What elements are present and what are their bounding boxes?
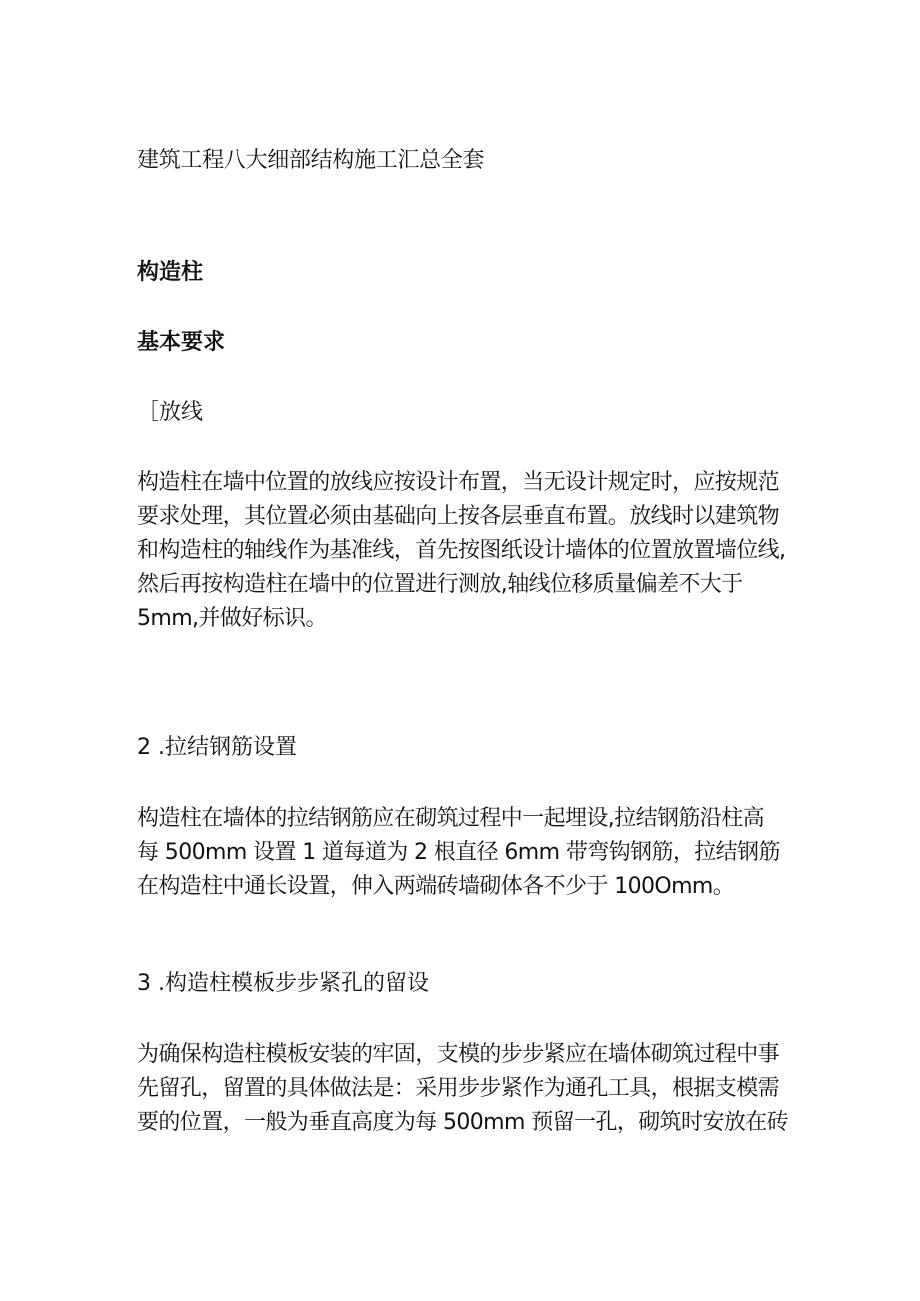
item-heading-rebar: 2 .拉结钢筋设置 bbox=[137, 735, 297, 760]
paragraph-line: 和构造柱的轴线作为基准线，首先按图纸设计墙体的位置放置墙位线, bbox=[137, 538, 786, 563]
paragraph-formwork bbox=[137, 1038, 787, 1140]
paragraph-line: 要的位置，一般为垂直高度为每 500mm 预留一孔，砌筑时安放在砖 bbox=[137, 1110, 789, 1135]
paragraph-line: 为确保构造柱模板安装的牢固，支模的步步紧应在墙体砌筑过程中事 bbox=[137, 1042, 780, 1067]
paragraph-line: 5mm,并做好标识。 bbox=[137, 606, 327, 631]
paragraph-line: 要求处理，其位置必须由基础向上按各层垂直布置。放线时以建筑物 bbox=[137, 504, 780, 529]
subsection-heading: 基本要求 bbox=[137, 330, 226, 355]
item-heading-formwork: 3 .构造柱模板步步紧孔的留设 bbox=[137, 971, 429, 996]
paragraph-line: 构造柱在墙中位置的放线应按设计布置，当无设计规定时，应按规范 bbox=[137, 470, 780, 495]
section-heading: 构造柱 bbox=[137, 260, 204, 285]
paragraph-line: 然后再按构造柱在墙中的位置进行测放,轴线位移质量偏差不大于 bbox=[137, 572, 743, 597]
paragraph-line: 每 500mm 设置 1 道每道为 2 根直径 6mm 带弯钩钢筋，拉结钢筋 bbox=[137, 840, 780, 865]
paragraph-layout bbox=[137, 466, 787, 636]
paragraph-line: 构造柱在墙体的拉结钢筋应在砌筑过程中一起埋设,拉结钢筋沿柱高 bbox=[137, 806, 764, 831]
paragraph-line: 先留孔，留置的具体做法是：采用步步紧作为通孔工具，根据支模需 bbox=[137, 1076, 780, 1101]
item-heading-layout: ［放线 bbox=[137, 400, 204, 425]
paragraph-line: 在构造柱中通长设置，伸入两端砖墙砌体各不少于 100Omm。 bbox=[137, 874, 735, 899]
paragraph-rebar bbox=[137, 802, 787, 904]
document-title: 建筑工程八大细部结构施工汇总全套 bbox=[137, 148, 485, 173]
